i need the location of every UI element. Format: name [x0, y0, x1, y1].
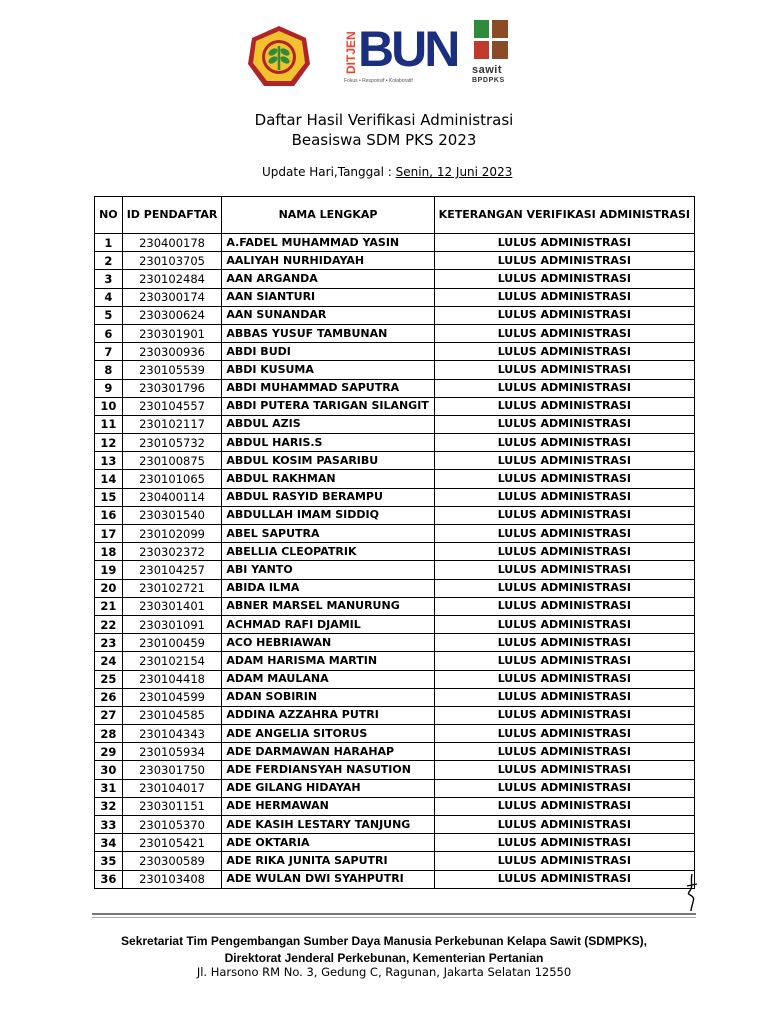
table-row	[95, 397, 695, 415]
full-name: ADE OKTARIA	[222, 834, 434, 852]
verification-status: LULUS ADMINISTRASI	[434, 525, 694, 543]
registrant-id: 230100459	[122, 634, 222, 652]
verification-status: LULUS ADMINISTRASI	[434, 434, 694, 452]
row-number: 10	[95, 397, 123, 415]
row-number: 9	[95, 379, 123, 397]
table-body	[95, 234, 695, 889]
row-number: 7	[95, 343, 123, 361]
registrant-id: 230105539	[122, 361, 222, 379]
full-name: ABDI PUTERA TARIGAN SILANGIT	[222, 397, 434, 415]
table-row	[95, 579, 695, 597]
full-name: ADE KASIH LESTARY TANJUNG	[222, 816, 434, 834]
bpdpks-label: BPDPKS	[472, 77, 505, 84]
table-row	[95, 306, 695, 324]
registrant-id: 230100875	[122, 452, 222, 470]
ditjenbun-logo	[340, 20, 458, 100]
registrant-id: 230301401	[122, 597, 222, 615]
footer-divider	[92, 913, 696, 915]
table-row	[95, 670, 695, 688]
table-row	[95, 361, 695, 379]
table-row	[95, 634, 695, 652]
registrant-id: 230302372	[122, 543, 222, 561]
table-row	[95, 797, 695, 815]
row-number: 31	[95, 779, 123, 797]
row-number: 26	[95, 688, 123, 706]
row-number: 3	[95, 270, 123, 288]
table-header-row	[95, 197, 695, 234]
verification-status: LULUS ADMINISTRASI	[434, 652, 694, 670]
table-row	[95, 415, 695, 433]
registrant-id: 230300936	[122, 343, 222, 361]
table-row	[95, 270, 695, 288]
registrant-id: 230300589	[122, 852, 222, 870]
full-name: ABDI MUHAMMAD SAPUTRA	[222, 379, 434, 397]
row-number: 2	[95, 252, 123, 270]
registrant-id: 230301796	[122, 379, 222, 397]
verification-status: LULUS ADMINISTRASI	[434, 634, 694, 652]
verification-status: LULUS ADMINISTRASI	[434, 415, 694, 433]
registrant-id: 230103408	[122, 870, 222, 888]
full-name: ABDUL AZIS	[222, 415, 434, 433]
registrant-id: 230300624	[122, 306, 222, 324]
verification-status: LULUS ADMINISTRASI	[434, 543, 694, 561]
registrant-id: 230105934	[122, 743, 222, 761]
verification-status: LULUS ADMINISTRASI	[434, 506, 694, 524]
row-number: 24	[95, 652, 123, 670]
table-row	[95, 706, 695, 724]
verification-status: LULUS ADMINISTRASI	[434, 361, 694, 379]
row-number: 19	[95, 561, 123, 579]
full-name: ABNER MARSEL MANURUNG	[222, 597, 434, 615]
verification-status: LULUS ADMINISTRASI	[434, 579, 694, 597]
update-date: Senin, 12 Juni 2023	[395, 165, 513, 179]
table-row	[95, 324, 695, 342]
bpdpks-logo	[470, 20, 522, 90]
footer-divider-thin	[92, 917, 696, 918]
full-name: ABI YANTO	[222, 561, 434, 579]
table-row	[95, 725, 695, 743]
registrant-id: 230104557	[122, 397, 222, 415]
verification-status: LULUS ADMINISTRASI	[434, 397, 694, 415]
registrant-id: 230300174	[122, 288, 222, 306]
verification-status: LULUS ADMINISTRASI	[434, 234, 694, 252]
row-number: 15	[95, 488, 123, 506]
table-row	[95, 761, 695, 779]
row-number: 34	[95, 834, 123, 852]
sawit-label: sawit	[472, 64, 503, 76]
registrant-id: 230102721	[122, 579, 222, 597]
verification-status: LULUS ADMINISTRASI	[434, 870, 694, 888]
table-row	[95, 288, 695, 306]
verification-status: LULUS ADMINISTRASI	[434, 816, 694, 834]
row-number: 25	[95, 670, 123, 688]
registrant-id: 230301750	[122, 761, 222, 779]
registrant-id: 230104585	[122, 706, 222, 724]
verification-status: LULUS ADMINISTRASI	[434, 779, 694, 797]
registrant-id: 230104257	[122, 561, 222, 579]
registrant-id: 230102117	[122, 415, 222, 433]
table-row	[95, 470, 695, 488]
row-number: 14	[95, 470, 123, 488]
verification-status: LULUS ADMINISTRASI	[434, 470, 694, 488]
table-row	[95, 343, 695, 361]
verification-status: LULUS ADMINISTRASI	[434, 670, 694, 688]
full-name: AALIYAH NURHIDAYAH	[222, 252, 434, 270]
row-number: 5	[95, 306, 123, 324]
row-number: 35	[95, 852, 123, 870]
table-row	[95, 252, 695, 270]
table-row	[95, 615, 695, 633]
verification-status: LULUS ADMINISTRASI	[434, 725, 694, 743]
row-number: 21	[95, 597, 123, 615]
column-header-status: KETERANGAN VERIFIKASI ADMINISTRASI	[434, 197, 694, 234]
registrant-id: 230301091	[122, 615, 222, 633]
full-name: ABBAS YUSUF TAMBUNAN	[222, 324, 434, 342]
verification-status: LULUS ADMINISTRASI	[434, 688, 694, 706]
full-name: ADE RIKA JUNITA SAPUTRI	[222, 852, 434, 870]
table-row	[95, 652, 695, 670]
verification-status: LULUS ADMINISTRASI	[434, 488, 694, 506]
full-name: ABDI BUDI	[222, 343, 434, 361]
full-name: ADE FERDIANSYAH NASUTION	[222, 761, 434, 779]
registrant-id: 230101065	[122, 470, 222, 488]
row-number: 29	[95, 743, 123, 761]
row-number: 30	[95, 761, 123, 779]
signature-icon	[682, 872, 702, 912]
full-name: AAN ARGANDA	[222, 270, 434, 288]
table-row	[95, 597, 695, 615]
table-row	[95, 816, 695, 834]
row-number: 13	[95, 452, 123, 470]
full-name: ACHMAD RAFI DJAMIL	[222, 615, 434, 633]
full-name: ABDI KUSUMA	[222, 361, 434, 379]
verification-status: LULUS ADMINISTRASI	[434, 288, 694, 306]
registrant-id: 230400114	[122, 488, 222, 506]
full-name: A.FADEL MUHAMMAD YASIN	[222, 234, 434, 252]
full-name: ADE GILANG HIDAYAH	[222, 779, 434, 797]
verification-status: LULUS ADMINISTRASI	[434, 324, 694, 342]
verification-status: LULUS ADMINISTRASI	[434, 306, 694, 324]
verification-status: LULUS ADMINISTRASI	[434, 270, 694, 288]
footer-secretariat: Sekretariat Tim Pengembangan Sumber Daya Manusia Perkebunan Kelapa Sawit (SDMPKS),	[121, 934, 647, 948]
verification-status: LULUS ADMINISTRASI	[434, 343, 694, 361]
verification-status: LULUS ADMINISTRASI	[434, 743, 694, 761]
full-name: ABELLIA CLEOPATRIK	[222, 543, 434, 561]
row-number: 36	[95, 870, 123, 888]
full-name: ABIDA ILMA	[222, 579, 434, 597]
table-row	[95, 688, 695, 706]
full-name: AAN SUNANDAR	[222, 306, 434, 324]
row-number: 8	[95, 361, 123, 379]
verification-status: LULUS ADMINISTRASI	[434, 252, 694, 270]
row-number: 20	[95, 579, 123, 597]
row-number: 33	[95, 816, 123, 834]
full-name: ADAM HARISMA MARTIN	[222, 652, 434, 670]
ditjen-vertical-text-icon	[344, 22, 358, 78]
footer-directorate: Direktorat Jenderal Perkebunan, Kementerian Pertanian	[224, 951, 544, 965]
footer-address: Jl. Harsono RM No. 3, Gedung C, Ragunan, Jakarta Selatan 12550	[196, 965, 572, 979]
table-row	[95, 543, 695, 561]
row-number: 1	[95, 234, 123, 252]
verification-status: LULUS ADMINISTRASI	[434, 834, 694, 852]
registrant-id: 230104418	[122, 670, 222, 688]
registrant-id: 230301901	[122, 324, 222, 342]
kementan-logo-icon	[246, 24, 312, 90]
verification-status: LULUS ADMINISTRASI	[434, 379, 694, 397]
full-name: ABDUL KOSIM PASARIBU	[222, 452, 434, 470]
table-row	[95, 779, 695, 797]
registrant-id: 230102099	[122, 525, 222, 543]
table-row	[95, 452, 695, 470]
full-name: ABDULLAH IMAM SIDDIQ	[222, 506, 434, 524]
table-row	[95, 852, 695, 870]
registrant-id: 230104599	[122, 688, 222, 706]
full-name: ADAM MAULANA	[222, 670, 434, 688]
full-name: ACO HEBRIAWAN	[222, 634, 434, 652]
registrant-id: 230103705	[122, 252, 222, 270]
full-name: ABDUL RAKHMAN	[222, 470, 434, 488]
verification-status: LULUS ADMINISTRASI	[434, 852, 694, 870]
registrant-id: 230102154	[122, 652, 222, 670]
row-number: 17	[95, 525, 123, 543]
row-number: 28	[95, 725, 123, 743]
verification-status: LULUS ADMINISTRASI	[434, 597, 694, 615]
bun-wordmark	[358, 20, 457, 78]
registrant-id: 230400178	[122, 234, 222, 252]
update-label: Update Hari,Tanggal :	[262, 165, 396, 179]
registrant-id: 230105732	[122, 434, 222, 452]
row-number: 11	[95, 415, 123, 433]
full-name: ADDINA AZZAHRA PUTRI	[222, 706, 434, 724]
table-row	[95, 525, 695, 543]
ditjen-label: DITJEN	[344, 31, 358, 74]
registrant-id: 230105421	[122, 834, 222, 852]
full-name: ABDUL RASYID BERAMPU	[222, 488, 434, 506]
registrant-id: 230105370	[122, 816, 222, 834]
verification-status: LULUS ADMINISTRASI	[434, 761, 694, 779]
bun-word: BUN	[358, 21, 458, 77]
row-number: 32	[95, 797, 123, 815]
registrant-id: 230301540	[122, 506, 222, 524]
table-row	[95, 561, 695, 579]
registrant-id: 230301151	[122, 797, 222, 815]
table-row	[95, 379, 695, 397]
full-name: ABDUL HARIS.S	[222, 434, 434, 452]
verification-status: LULUS ADMINISTRASI	[434, 797, 694, 815]
full-name: ADE WULAN DWI SYAHPUTRI	[222, 870, 434, 888]
verification-status: LULUS ADMINISTRASI	[434, 615, 694, 633]
table-row	[95, 834, 695, 852]
table-row	[95, 234, 695, 252]
full-name: ADE ANGELIA SITORUS	[222, 725, 434, 743]
full-name: ABEL SAPUTRA	[222, 525, 434, 543]
sawit-blocks-icon	[474, 20, 508, 60]
verification-status: LULUS ADMINISTRASI	[434, 561, 694, 579]
table-row	[95, 506, 695, 524]
row-number: 16	[95, 506, 123, 524]
row-number: 18	[95, 543, 123, 561]
full-name: ADAN SOBIRIN	[222, 688, 434, 706]
table-row	[95, 870, 695, 888]
bun-tagline: Fokus • Responsif • Kolaboratif	[344, 78, 413, 84]
row-number: 12	[95, 434, 123, 452]
row-number: 23	[95, 634, 123, 652]
table-row	[95, 434, 695, 452]
verification-status: LULUS ADMINISTRASI	[434, 452, 694, 470]
full-name: AAN SIANTURI	[222, 288, 434, 306]
row-number: 4	[95, 288, 123, 306]
update-info	[262, 165, 512, 179]
registrant-id: 230104343	[122, 725, 222, 743]
verification-status: LULUS ADMINISTRASI	[434, 706, 694, 724]
document-subtitle: Beasiswa SDM PKS 2023	[291, 131, 477, 149]
column-header-name: NAMA LENGKAP	[222, 197, 434, 234]
table-row	[95, 488, 695, 506]
document-title: Daftar Hasil Verifikasi Administrasi	[254, 111, 514, 129]
full-name: ADE HERMAWAN	[222, 797, 434, 815]
registrant-id: 230102484	[122, 270, 222, 288]
header-logos	[0, 18, 768, 98]
row-number: 27	[95, 706, 123, 724]
registrant-id: 230104017	[122, 779, 222, 797]
column-header-no: NO	[95, 197, 123, 234]
table-row	[95, 743, 695, 761]
full-name: ADE DARMAWAN HARAHAP	[222, 743, 434, 761]
column-header-id: ID PENDAFTAR	[122, 197, 222, 234]
row-number: 22	[95, 615, 123, 633]
verification-table	[94, 196, 695, 889]
row-number: 6	[95, 324, 123, 342]
